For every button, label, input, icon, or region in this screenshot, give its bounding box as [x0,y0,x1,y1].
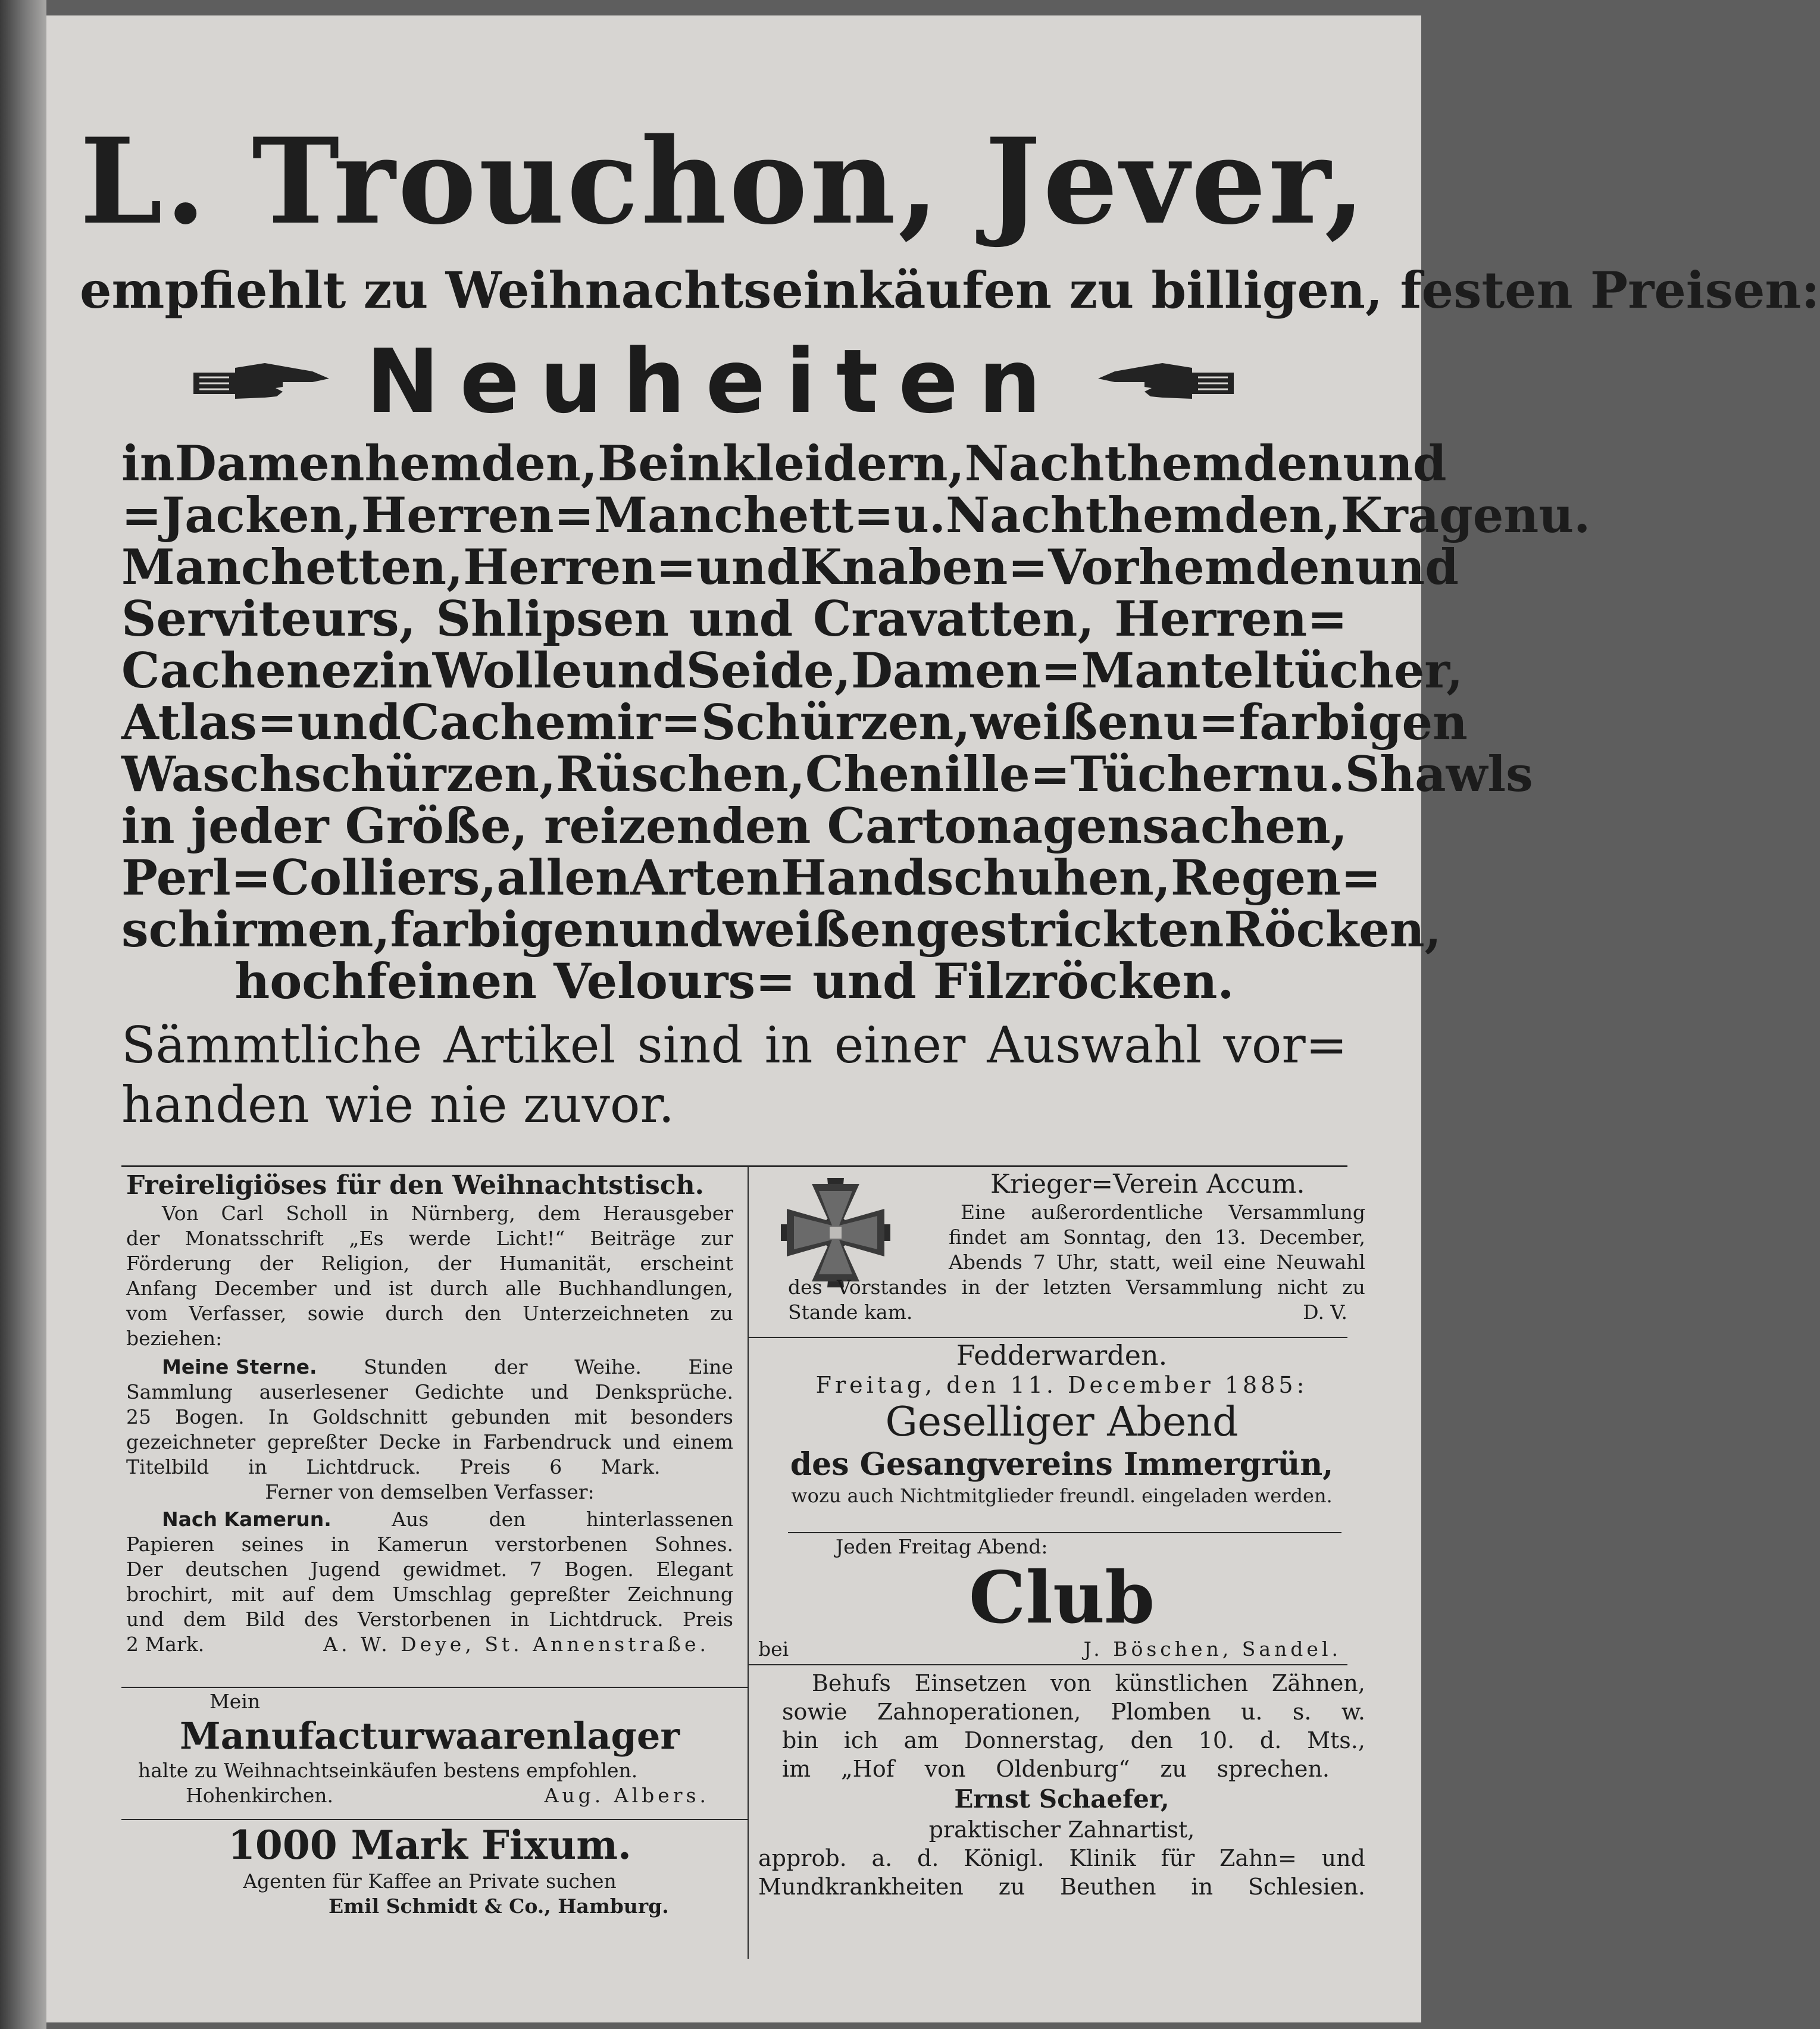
text-line: hochfeinen Velours= und Filzröcken. [234,953,1234,1010]
newspaper-page [46,15,1820,2022]
text-line: 25 Bogen. In Goldschnitt gebunden mit besonders [126,1405,733,1428]
text-line: Papieren seines in Kamerun verstorbenen Sohnes. [126,1533,733,1556]
signature: Aug. Albers. [544,1784,709,1807]
text-line: 2 Mark. A. W. Deye, St. Annenstraße. [126,1633,709,1656]
ad-date: Freitag, den 11. December 1885: [815,1372,1308,1398]
text-line: bei J. Böschen, Sandel. [758,1637,1341,1661]
freireligioeses-ad [126,1170,733,1657]
krieger-text [788,1169,1365,1325]
text-line: Der deutschen Jugend gewidmet. 7 Bogen. Elegant [126,1558,733,1581]
text-line: praktischer Zahnartist, [928,1817,1195,1843]
text-line: Anfang December und ist durch alle Buchhandlungen, [126,1277,733,1300]
book-title: Nach Kamerun. [162,1508,332,1531]
ad-place: Fedderwarden. [956,1339,1168,1371]
ad-heading: Krieger=Verein Accum. [990,1169,1305,1199]
text-line: Nach Kamerun. Aus den hinterlassenen [162,1508,733,1531]
fedderwarden-ad [758,1339,1365,1508]
text-line: wozu auch Nichtmitglieder freundl. eingeladen werden. [791,1484,1333,1507]
ad-subheading: des Gesangvereins Immergrün, [790,1446,1334,1483]
text-line: Waschschürzen, Rüschen, Chenille=Tüchern u. Shawls [121,746,1533,803]
product-list-text [121,436,1591,1010]
signature: A. W. Deye, St. Annenstraße. [323,1633,709,1656]
text-line: halte zu Weihnachtseinkäufen bestens empfohlen. [138,1759,638,1782]
text-line: bin ich am Donnerstag, den 10. d. Mts., [782,1727,1365,1753]
text-line: Von Carl Scholl in Nürnberg, dem Herausgeber [162,1202,733,1225]
novelty-banner [80,330,1347,433]
text-line: Ferner von demselben Verfasser: [265,1480,595,1503]
text-line: im „Hof von Oldenburg“ zu sprechen. [782,1756,1330,1782]
text-line: Stande kam. D. V. [788,1300,1347,1324]
text-line: Perl=Colliers, allen Arten Handschuhen, Regen= [121,850,1381,906]
schaefer-ad [758,1669,1365,1901]
text-line: sowie Zahnoperationen, Plomben u. s. w. [782,1699,1365,1725]
text-line: vom Verfasser, sowie durch den Unterzeichneten zu [126,1302,733,1325]
pointing-hand-left-icon [1097,355,1234,408]
ad-divider [788,1532,1341,1533]
text-line: Meine Sterne. Stunden der Weihe. Eine [162,1355,733,1378]
ad-divider [749,1337,1347,1338]
text-line: schirmen, farbigen und weißen gestrickten Röcken, [121,902,1441,958]
text-line: Behufs Einsetzen von künstlichen Zähnen, [812,1670,1365,1696]
ad-heading: Manufacturwaarenlager [179,1714,680,1758]
ad-heading: Club [968,1556,1155,1640]
closing-statement [121,1015,1347,1134]
signature: J. Böschen, Sandel. [1083,1637,1341,1661]
signature: D. V. [1303,1300,1347,1324]
text-line: Jeden Freitag Abend: [836,1535,1048,1558]
novelty-heading: Neuheiten [365,330,1062,433]
scan-binding-edge [0,0,46,2029]
section-divider [121,1165,1347,1167]
manufactur-ad [126,1689,733,1808]
ad-divider [121,1687,748,1688]
pointing-hand-right-icon [193,355,330,408]
text-line: Förderung der Religion, der Humanität, erscheint [126,1252,733,1275]
text-line: in Damenhemden, Beinkleidern, Nachthemden und [121,436,1447,492]
text-line: beziehen: [126,1327,223,1350]
text-line: Hohenkirchen. Aug. Albers. [186,1784,709,1807]
text-line: Sämmtliche Artikel sind in einer Auswahl vor= [121,1016,1347,1074]
advertiser-title: L. Trouchon, Jever, [80,112,1368,251]
text-line: Emil Schmidt & Co., Hamburg. [329,1894,669,1918]
text-line: Abends 7 Uhr, statt, weil eine Neuwahl [949,1250,1365,1274]
text-line: Cachenez in Wolle und Seide, Damen=Manteltücher, [121,643,1463,699]
text-line: gezeichneter gepreßter Decke in Farbendruck und einem [126,1430,733,1453]
ad-divider [749,1664,1347,1665]
text-line: Agenten für Kaffee an Private suchen [243,1869,617,1893]
book-title: Meine Sterne. [162,1355,317,1378]
ad-heading: 1000 Mark Fixum. [227,1822,632,1868]
text-line: findet am Sonntag, den 13. December, [949,1225,1365,1249]
fixum-ad [126,1821,733,1919]
text-line: Mundkrankheiten zu Beuthen in Schlesien. [758,1874,1365,1900]
club-ad [758,1534,1365,1662]
text-line: des Vorstandes in der letzten Versammlung nicht zu [788,1275,1365,1299]
ad-divider [121,1819,748,1820]
text-line: Manchetten, Herren= und Knaben=Vorhemden und [121,539,1459,596]
ad-signature-name: Ernst Schaefer, [954,1784,1169,1814]
column-divider [748,1167,749,1959]
text-line: Serviteurs, Shlipsen und Cravatten, Herren= [121,591,1347,648]
text-line: brochirt, mit auf dem Umschlag gepreßter Zeichnung [126,1583,733,1606]
page-content [80,15,1820,2022]
text-line: approb. a. d. Königl. Klinik für Zahn= und [758,1845,1365,1871]
text-line: handen wie nie zuvor. [121,1076,675,1134]
text-line: Titelbild in Lichtdruck. Preis 6 Mark. [126,1455,661,1478]
ad-heading: Geselliger Abend [885,1399,1239,1446]
text-line: Sammlung auserlesener Gedichte und Denksprüche. [126,1380,733,1403]
text-line: =Jacken, Herren=Manchett= u. Nachthemden, Kragen u. [121,487,1591,544]
text-line: Eine außerordentliche Versammlung [961,1200,1365,1224]
text-line: in jeder Größe, reizenden Cartonagensachen, [121,798,1347,855]
text-line: und dem Bild des Verstorbenen in Lichtdruck. Preis [126,1608,733,1631]
ad-heading: Freireligiöses für den Weihnachtstisch. [126,1170,704,1200]
advertiser-subtitle: empfiehlt zu Weihnachtseinkäufen zu billigen, festen Preisen: [80,261,1820,320]
text-line: der Monatsschrift „Es werde Licht!“ Beiträge zur [126,1227,733,1250]
text-line: Mein [209,1690,261,1713]
text-line: Atlas= und Cachemir=Schürzen, weißen u= farbigen [121,695,1468,751]
